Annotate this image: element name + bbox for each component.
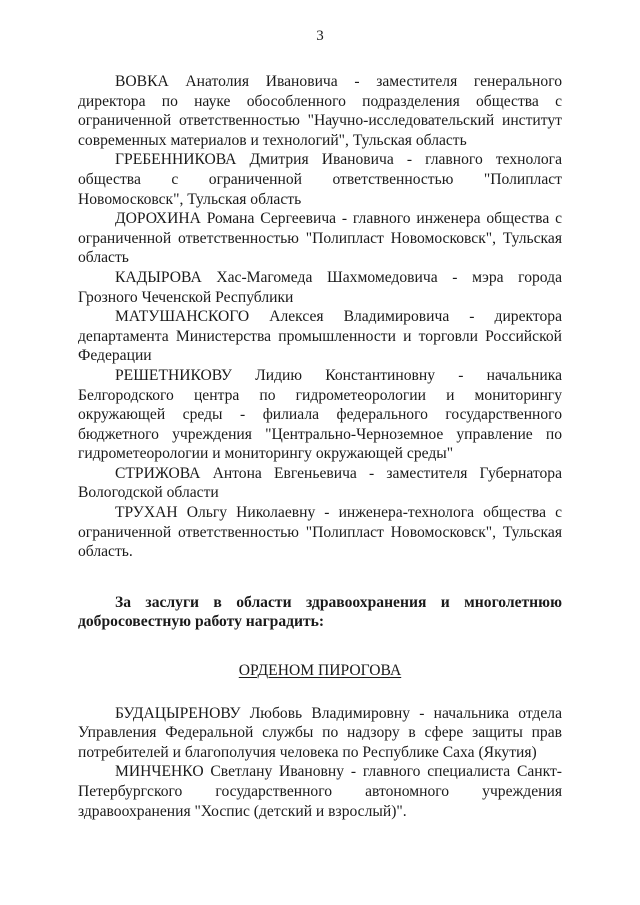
entry-surname: РЕШЕТНИКОВУ (115, 366, 232, 384)
document-body (78, 72, 562, 821)
award-entry (78, 150, 562, 209)
entry-details: Лидию Константиновну - начальника Белгородского центра по гидрометеорологии и мониторингу окружающей среды - филиала федерального государственного бюджетного учреждения "Центрально-Черноземное управление по гидрометеорологии и мониторингу окружающей среды" (78, 366, 562, 463)
page-number: 3 (316, 28, 324, 44)
entry-details: Ольгу Николаевну - инженера-технолога общества с ограниченной ответственностью "Полипласт Новомосковск", Тульская область. (78, 504, 562, 561)
award-entry (78, 762, 562, 821)
entry-details: Светлану Ивановну - главного специалиста Санкт-Петербургского государственного автономного учреждения здравоохранения "Хоспис (детский и взрослый)". (78, 763, 562, 820)
order-title: ОРДЕНОМ ПИРОГОВА (238, 662, 402, 680)
entry-details: Антона Евгеньевича - заместителя Губернатора Вологодской области (78, 464, 563, 502)
award-entry (78, 366, 562, 464)
entry-surname: БУДАЦЫРЕНОВУ (115, 704, 241, 722)
entry-surname: СТРИЖОВА (115, 464, 201, 482)
entry-surname: МАТУШАНСКОГО (115, 308, 250, 326)
entry-details: Алексея Владимировича - директора департамента Министерства промышленности и торговли Российской Федерации (78, 308, 562, 365)
award-entry (78, 268, 562, 307)
award-entry (78, 464, 562, 503)
entry-details: Хас-Магомеда Шахмомедовича - мэра города Грозного Чеченской Республики (78, 268, 562, 306)
award-entry (78, 307, 562, 366)
entry-details: Романа Сергеевича - главного инженера общества с ограниченной ответственностью "Полипласт Новомосковск", Тульская область (78, 210, 562, 267)
entry-surname: ВОВКА (115, 73, 169, 90)
entry-details: Анатолия Ивановича - заместителя генерального директора по науке обособленного подразделения общества с ограниченной ответственностью "Научно-исследовательский институт современных материалов и технологий", Тульская область (78, 73, 563, 149)
entry-surname: ГРЕБЕННИКОВА (115, 151, 237, 169)
award-entry (78, 209, 562, 268)
entry-surname: МИНЧЕНКО (115, 763, 204, 781)
award-entry (78, 72, 562, 150)
entry-details: Любовь Владимировну - начальника отдела Управления Федеральной службы по надзору в сфере защиты прав потребителей и благополучия человека по Республике Саха (Якутия) (78, 704, 562, 761)
award-entry (78, 503, 562, 562)
entry-surname: ДОРОХИНА (115, 210, 201, 228)
entry-surname: ТРУХАН (115, 504, 178, 522)
award-section-heading: За заслуги в области здравоохранения и многолетнюю добросовестную работу наградить: (78, 593, 562, 631)
entry-details: Дмитрия Ивановича - главного технолога общества с ограниченной ответственностью "Полипласт Новомосковск", Тульская область (78, 151, 562, 208)
award-entry (78, 704, 562, 763)
entry-surname: КАДЫРОВА (115, 268, 202, 286)
